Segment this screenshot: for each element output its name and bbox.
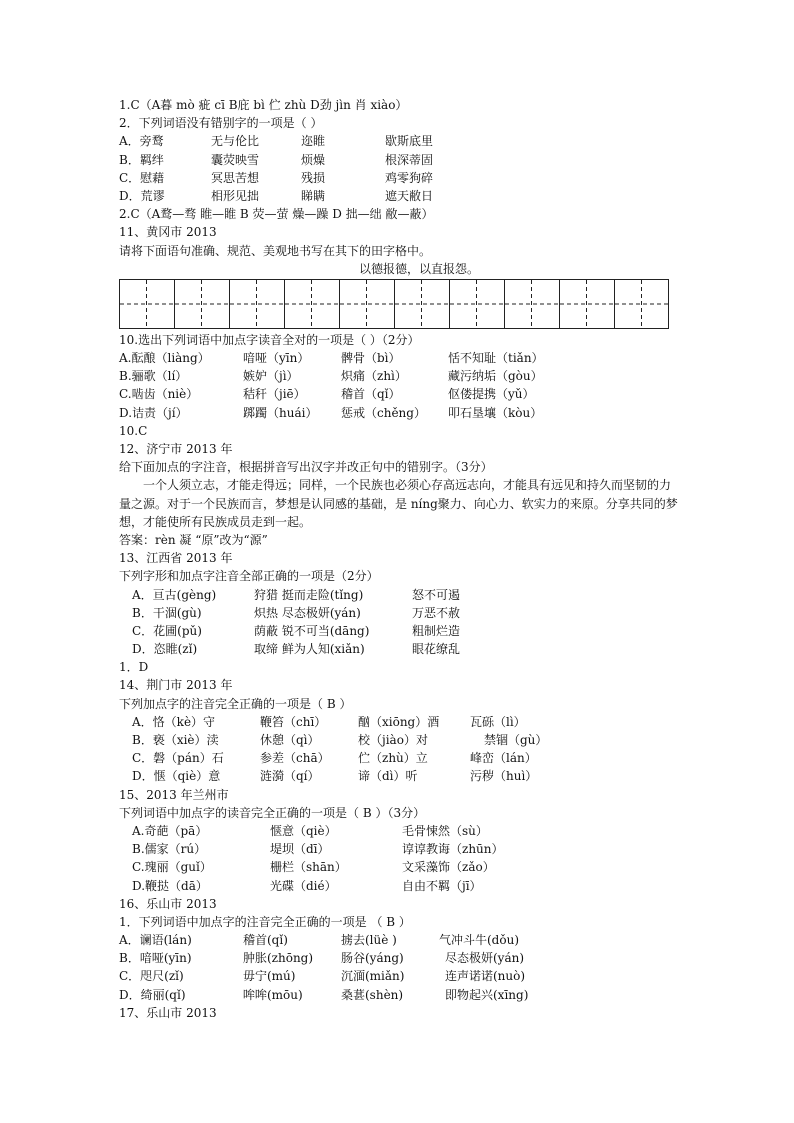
line-segment: 踯躅（huái） — [243, 405, 318, 420]
line-segment: 肿胀(zhōng) — [243, 951, 314, 966]
line-segment: A.酝酿（liàng） — [119, 351, 210, 366]
line-segment: 桑葚(shèn) — [341, 987, 404, 1002]
line-segment: 禁锢（gù） — [484, 733, 548, 748]
line-segment: 嫉妒（jì） — [243, 369, 299, 384]
text-block-questions — [119, 331, 679, 477]
line-segment: 尽态极妍(yán) — [445, 951, 525, 966]
text-line — [119, 385, 679, 403]
line-segment: 给下面加点的字注音，根据拼音写出汉字并改正句中的错别字。（3分） — [119, 460, 493, 475]
line-segment: 藏污纳垢（gòu） — [448, 369, 543, 384]
line-segment: 冥思苦想 — [211, 170, 260, 185]
text-line — [119, 242, 679, 260]
line-segment: 掳去(lüè ) — [341, 933, 397, 948]
tianzige-cell — [174, 279, 229, 329]
line-segment: 稽首(qǐ) — [243, 933, 288, 948]
line-segment: D.鞭挞（dā） — [132, 878, 208, 893]
line-segment: 堤坝（dī） — [270, 842, 330, 857]
line-segment: 叩石垦壤（kòu） — [448, 405, 543, 420]
text-line — [119, 132, 679, 150]
line-segment: B．喑哑(yīn) — [119, 951, 192, 966]
text-line — [119, 640, 679, 658]
tianzige-cell — [119, 279, 174, 329]
text-line — [119, 531, 679, 549]
line-segment: D.诘责（jí） — [119, 405, 188, 420]
line-segment: 1．D — [119, 660, 149, 675]
line-segment: 11、黄冈市 2013 — [119, 225, 217, 240]
line-segment: D．绮丽(qǐ) — [119, 987, 186, 1002]
text-line — [119, 96, 679, 114]
line-segment: 根深蒂固 — [385, 152, 434, 167]
line-segment: 10.选出下列词语中加点字读音全对的一项是（ ）（2分） — [119, 332, 420, 347]
line-segment: 鞭笞（chī） — [260, 714, 327, 729]
text-line — [119, 804, 679, 822]
text-line — [119, 877, 679, 895]
text-line — [119, 713, 679, 731]
line-segment: 栅栏（shān） — [270, 860, 347, 875]
text-line — [119, 749, 679, 767]
line-segment: 秸秆（jiē） — [243, 387, 306, 402]
line-segment: 歇斯底里 — [385, 134, 434, 149]
text-line — [119, 986, 679, 1004]
line-segment: 下列加点字的注音完全正确的一项是（ B ） — [119, 696, 352, 711]
tianzige-cell — [339, 279, 394, 329]
tianzige-cell — [559, 279, 614, 329]
line-segment: 毛骨悚然（sù） — [402, 823, 488, 838]
line-segment: 烦燥 — [301, 152, 326, 167]
line-segment: B．羁绊 — [119, 152, 164, 167]
line-segment: 伛偻提携（yǔ） — [448, 387, 535, 402]
line-segment: 酗（xiōng）酒 — [358, 714, 440, 729]
line-segment: 14、荆门市 2013 年 — [119, 678, 233, 693]
line-segment: 遮天敝日 — [385, 188, 434, 203]
line-segment: 沉湎(miǎn) — [341, 969, 405, 984]
tianzige-grid — [119, 279, 669, 329]
line-segment: D．惬（qiè）意 — [132, 769, 221, 784]
line-segment: A.奇葩（pā） — [132, 823, 208, 838]
line-segment: 光碟（dié） — [270, 878, 337, 893]
tianzige-cell — [394, 279, 449, 329]
line-segment: 下列字形和加点字注音全部正确的一项是（2分） — [119, 569, 379, 584]
line-segment: D．荒谬 — [119, 188, 165, 203]
line-segment: 下列词语中加点字的读音完全正确的一项是（ B ）（3分） — [119, 805, 426, 820]
text-line — [119, 913, 679, 931]
text-line — [119, 840, 679, 858]
line-segment: 喑哑（yīn） — [243, 351, 310, 366]
text-line — [119, 786, 679, 804]
paragraph: 一个人须立志，才能走得远；同样，一个民族也必须心存高远志向，才能具有远见和持久而坚韧的力量之源。对于一个民族而言，梦想是认同感的基础，是 níng聚力、向心力、软实力的来原。分享共同的梦想，才能使所有民族成员走到一起。 — [119, 478, 678, 529]
line-segment: 狩猎 挺而走险(tǐng) — [254, 587, 364, 602]
line-segment: 峰峦（lán） — [470, 751, 537, 766]
line-segment: D．恣睢(zǐ) — [132, 642, 198, 657]
line-segment: 肠谷(yáng) — [341, 951, 404, 966]
line-segment: 迩睢 — [301, 134, 326, 149]
text-line — [119, 440, 679, 458]
line-segment: 1．下列词语中加点字的注音完全正确的一项是 （ B ） — [119, 914, 411, 929]
text-line — [119, 895, 679, 913]
line-segment: 残损 — [301, 170, 326, 185]
text-line — [119, 169, 679, 187]
line-segment: 谆谆教诲（zhūn） — [402, 842, 504, 857]
line-segment: C．花圃(pǔ) — [132, 623, 202, 638]
text-line — [119, 1004, 679, 1022]
line-segment: C.啮齿（niè） — [119, 387, 199, 402]
text-line — [119, 586, 679, 604]
line-segment: C．咫尺(zǐ) — [119, 969, 184, 984]
line-segment: 哞哞(mōu) — [243, 987, 303, 1002]
text-line — [119, 695, 679, 713]
text-line — [119, 622, 679, 640]
line-segment: 污秽（huì） — [470, 769, 538, 784]
text-line — [119, 205, 679, 223]
line-segment: B．干涸(gù) — [132, 605, 202, 620]
line-segment: 自由不羁（jī） — [402, 878, 482, 893]
text-line — [119, 367, 679, 385]
line-segment: 即物起兴(xīng) — [445, 987, 529, 1002]
text-line — [119, 567, 679, 585]
tianzige-cell — [449, 279, 504, 329]
text-line — [119, 331, 679, 349]
line-segment: 2．下列词语没有错别字的一项是（ ） — [119, 116, 323, 131]
line-segment: B．亵（xiè）渎 — [132, 733, 219, 748]
line-segment: C．磐（pán）石 — [132, 751, 224, 766]
tianzige-cell — [229, 279, 284, 329]
line-segment: 16、乐山市 2013 — [119, 896, 217, 911]
line-segment: 恬不知耻（tiǎn） — [448, 351, 544, 366]
document-page — [119, 96, 679, 1022]
grid-sentence: 以德报德，以直报怨。 — [358, 261, 479, 276]
line-segment: 眼花缭乱 — [412, 642, 461, 657]
line-segment: 参差（chā） — [260, 751, 330, 766]
text-line — [119, 223, 679, 241]
text-line — [119, 151, 679, 169]
line-segment: 炽痛（zhì） — [341, 369, 407, 384]
line-segment: 万恶不赦 — [412, 605, 461, 620]
text-line — [119, 549, 679, 567]
text-line — [119, 767, 679, 785]
line-segment: 取缔 鲜为人知(xiǎn) — [254, 642, 365, 657]
line-segment: A．恪（kè）守 — [132, 714, 216, 729]
line-segment: 校（jiào）对 — [358, 733, 428, 748]
line-segment: A．亘古(gèng) — [132, 587, 217, 602]
line-segment: 请将下面语句准确、规范、美观地书写在其下的田字格中。 — [119, 243, 432, 258]
line-segment: 惬意（qiè） — [270, 823, 337, 838]
line-segment: 相形见拙 — [211, 188, 260, 203]
line-segment: 涟漪（qí） — [260, 769, 320, 784]
line-segment: B.儒家（rú） — [132, 842, 207, 857]
line-segment: 惩戒（chěng） — [341, 405, 426, 420]
line-segment: 怒不可遏 — [412, 587, 461, 602]
line-segment: 13、江西省 2013 年 — [119, 551, 233, 566]
line-segment: 鸡零狗碎 — [385, 170, 434, 185]
text-line — [119, 114, 679, 132]
line-segment: 文采藻饰（zǎo） — [402, 860, 495, 875]
line-segment: 12、济宁市 2013 年 — [119, 442, 233, 456]
text-block-top — [119, 96, 679, 260]
tianzige-cell — [504, 279, 559, 329]
text-line — [119, 422, 679, 440]
line-segment: 答案：rèn 凝 “原”改为“源” — [119, 532, 268, 547]
line-segment: 15、2013 年兰州市 — [119, 787, 229, 802]
line-segment: 毋宁(mú) — [243, 969, 296, 984]
text-line — [119, 404, 679, 422]
text-line — [119, 858, 679, 876]
tianzige-cell — [284, 279, 339, 329]
text-line — [119, 187, 679, 205]
line-segment: A．旁鹜 — [119, 134, 164, 149]
line-segment: 10.C — [119, 423, 148, 438]
line-segment: 休憩（qì） — [260, 733, 320, 748]
line-segment: 谛（dì）听 — [358, 769, 418, 784]
line-segment: 气冲斗牛(dǒu) — [439, 933, 519, 948]
line-segment: C．慰藉 — [119, 170, 165, 185]
line-segment: 连声诺诺(nuò) — [445, 969, 526, 984]
text-line — [119, 676, 679, 694]
text-line — [119, 658, 679, 676]
line-segment: 稽首（qǐ） — [341, 387, 401, 402]
text-line — [119, 731, 679, 749]
line-segment: 炽热 尽态极妍(yán) — [254, 605, 361, 620]
line-segment: 睇瞒 — [301, 188, 326, 203]
text-line — [119, 931, 679, 949]
line-segment: A．谰语(lán) — [119, 933, 192, 948]
text-block-bottom — [119, 531, 679, 1022]
line-segment: 髀骨（bì） — [341, 351, 401, 366]
text-line — [119, 458, 679, 476]
line-segment: 瓦砾（lì） — [470, 714, 526, 729]
line-segment: 2.C（A鹜—骛 睢—睢 B 荧—萤 燥—躁 D 拙—绌 敝—蔽） — [119, 207, 434, 222]
line-segment: C.瑰丽（guǐ） — [132, 860, 212, 875]
line-segment: 荫蔽 锐不可当(dāng) — [254, 623, 370, 638]
text-line — [119, 349, 679, 367]
line-segment: 粗制烂造 — [412, 623, 461, 638]
text-line — [119, 949, 679, 967]
text-line — [119, 604, 679, 622]
line-segment: 17、乐山市 2013 — [119, 1005, 217, 1020]
line-segment: 伫（zhù）立 — [358, 751, 428, 766]
tianzige-cell — [614, 279, 669, 329]
line-segment: 1.C（A暮 mò 疵 cī B庇 bì 伫 zhù D劲 jìn 肖 xiào） — [119, 98, 408, 112]
line-segment: B.骊歌（lí） — [119, 369, 188, 384]
text-line — [119, 822, 679, 840]
text-line — [119, 967, 679, 985]
line-segment: 囊荧映雪 — [211, 152, 260, 167]
line-segment: 无与伦比 — [211, 134, 260, 149]
